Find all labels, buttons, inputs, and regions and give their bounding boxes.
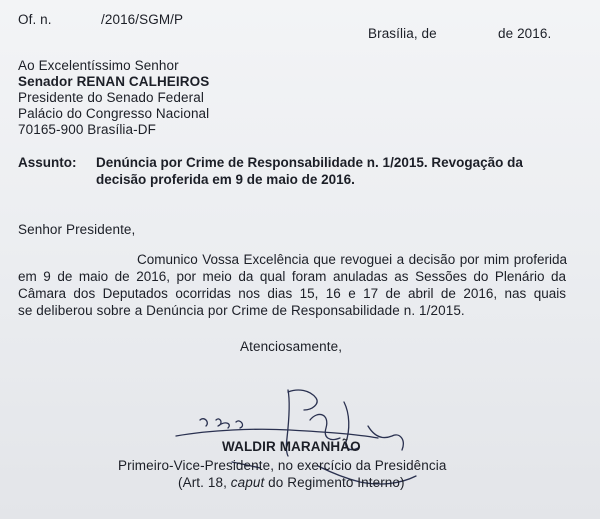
addressee-name: Senador RENAN CALHEIROS bbox=[18, 74, 210, 89]
regulation-note-suffix: do Regimento Interno) bbox=[268, 475, 405, 490]
body-line-4: se deliberou sobre a Denúncia por Crime de Responsabilidade n. 1/2015. bbox=[18, 303, 465, 318]
greeting: Senhor Presidente, bbox=[18, 222, 136, 237]
addressee-postal: 70165-900 Brasília-DF bbox=[18, 122, 156, 137]
regulation-note-caput: caput bbox=[230, 475, 265, 490]
body-line-1: Comunico Vossa Excelência que revoguei a decisão por mim proferida bbox=[137, 252, 567, 267]
closing: Atenciosamente, bbox=[240, 339, 343, 354]
date-year: de 2016. bbox=[498, 26, 552, 41]
regulation-note bbox=[178, 475, 405, 491]
body-line-3: Câmara dos Deputados ocorridas nos dias 15, 16 e 17 de abril de 2016, nas quais bbox=[18, 286, 566, 301]
addressee-building: Palácio do Congresso Nacional bbox=[18, 106, 210, 121]
body-line-2: em 9 de maio de 2016, por meio da qual foram anuladas as Sessões do Plenário da bbox=[18, 269, 566, 284]
reference-number: /2016/SGM/P bbox=[101, 12, 184, 27]
reference-prefix: Of. n. bbox=[18, 12, 52, 27]
addressee-title: Presidente do Senado Federal bbox=[18, 90, 204, 105]
addressee-salutation: Ao Excelentíssimo Senhor bbox=[18, 58, 179, 73]
signatory-name: WALDIR MARANHÃO bbox=[222, 439, 361, 454]
subject-text: Denúncia por Crime de Responsabilidade n. 1/2015. Revogação da decisão proferida em 9 de maio de 2016. bbox=[96, 155, 523, 187]
place-date: Brasília, de bbox=[368, 26, 437, 41]
regulation-note-prefix: (Art. 18, bbox=[178, 475, 227, 490]
signatory-role: Primeiro-Vice-Presidente, no exercício da Presidência bbox=[118, 458, 447, 473]
subject-label: Assunto: bbox=[18, 155, 77, 170]
